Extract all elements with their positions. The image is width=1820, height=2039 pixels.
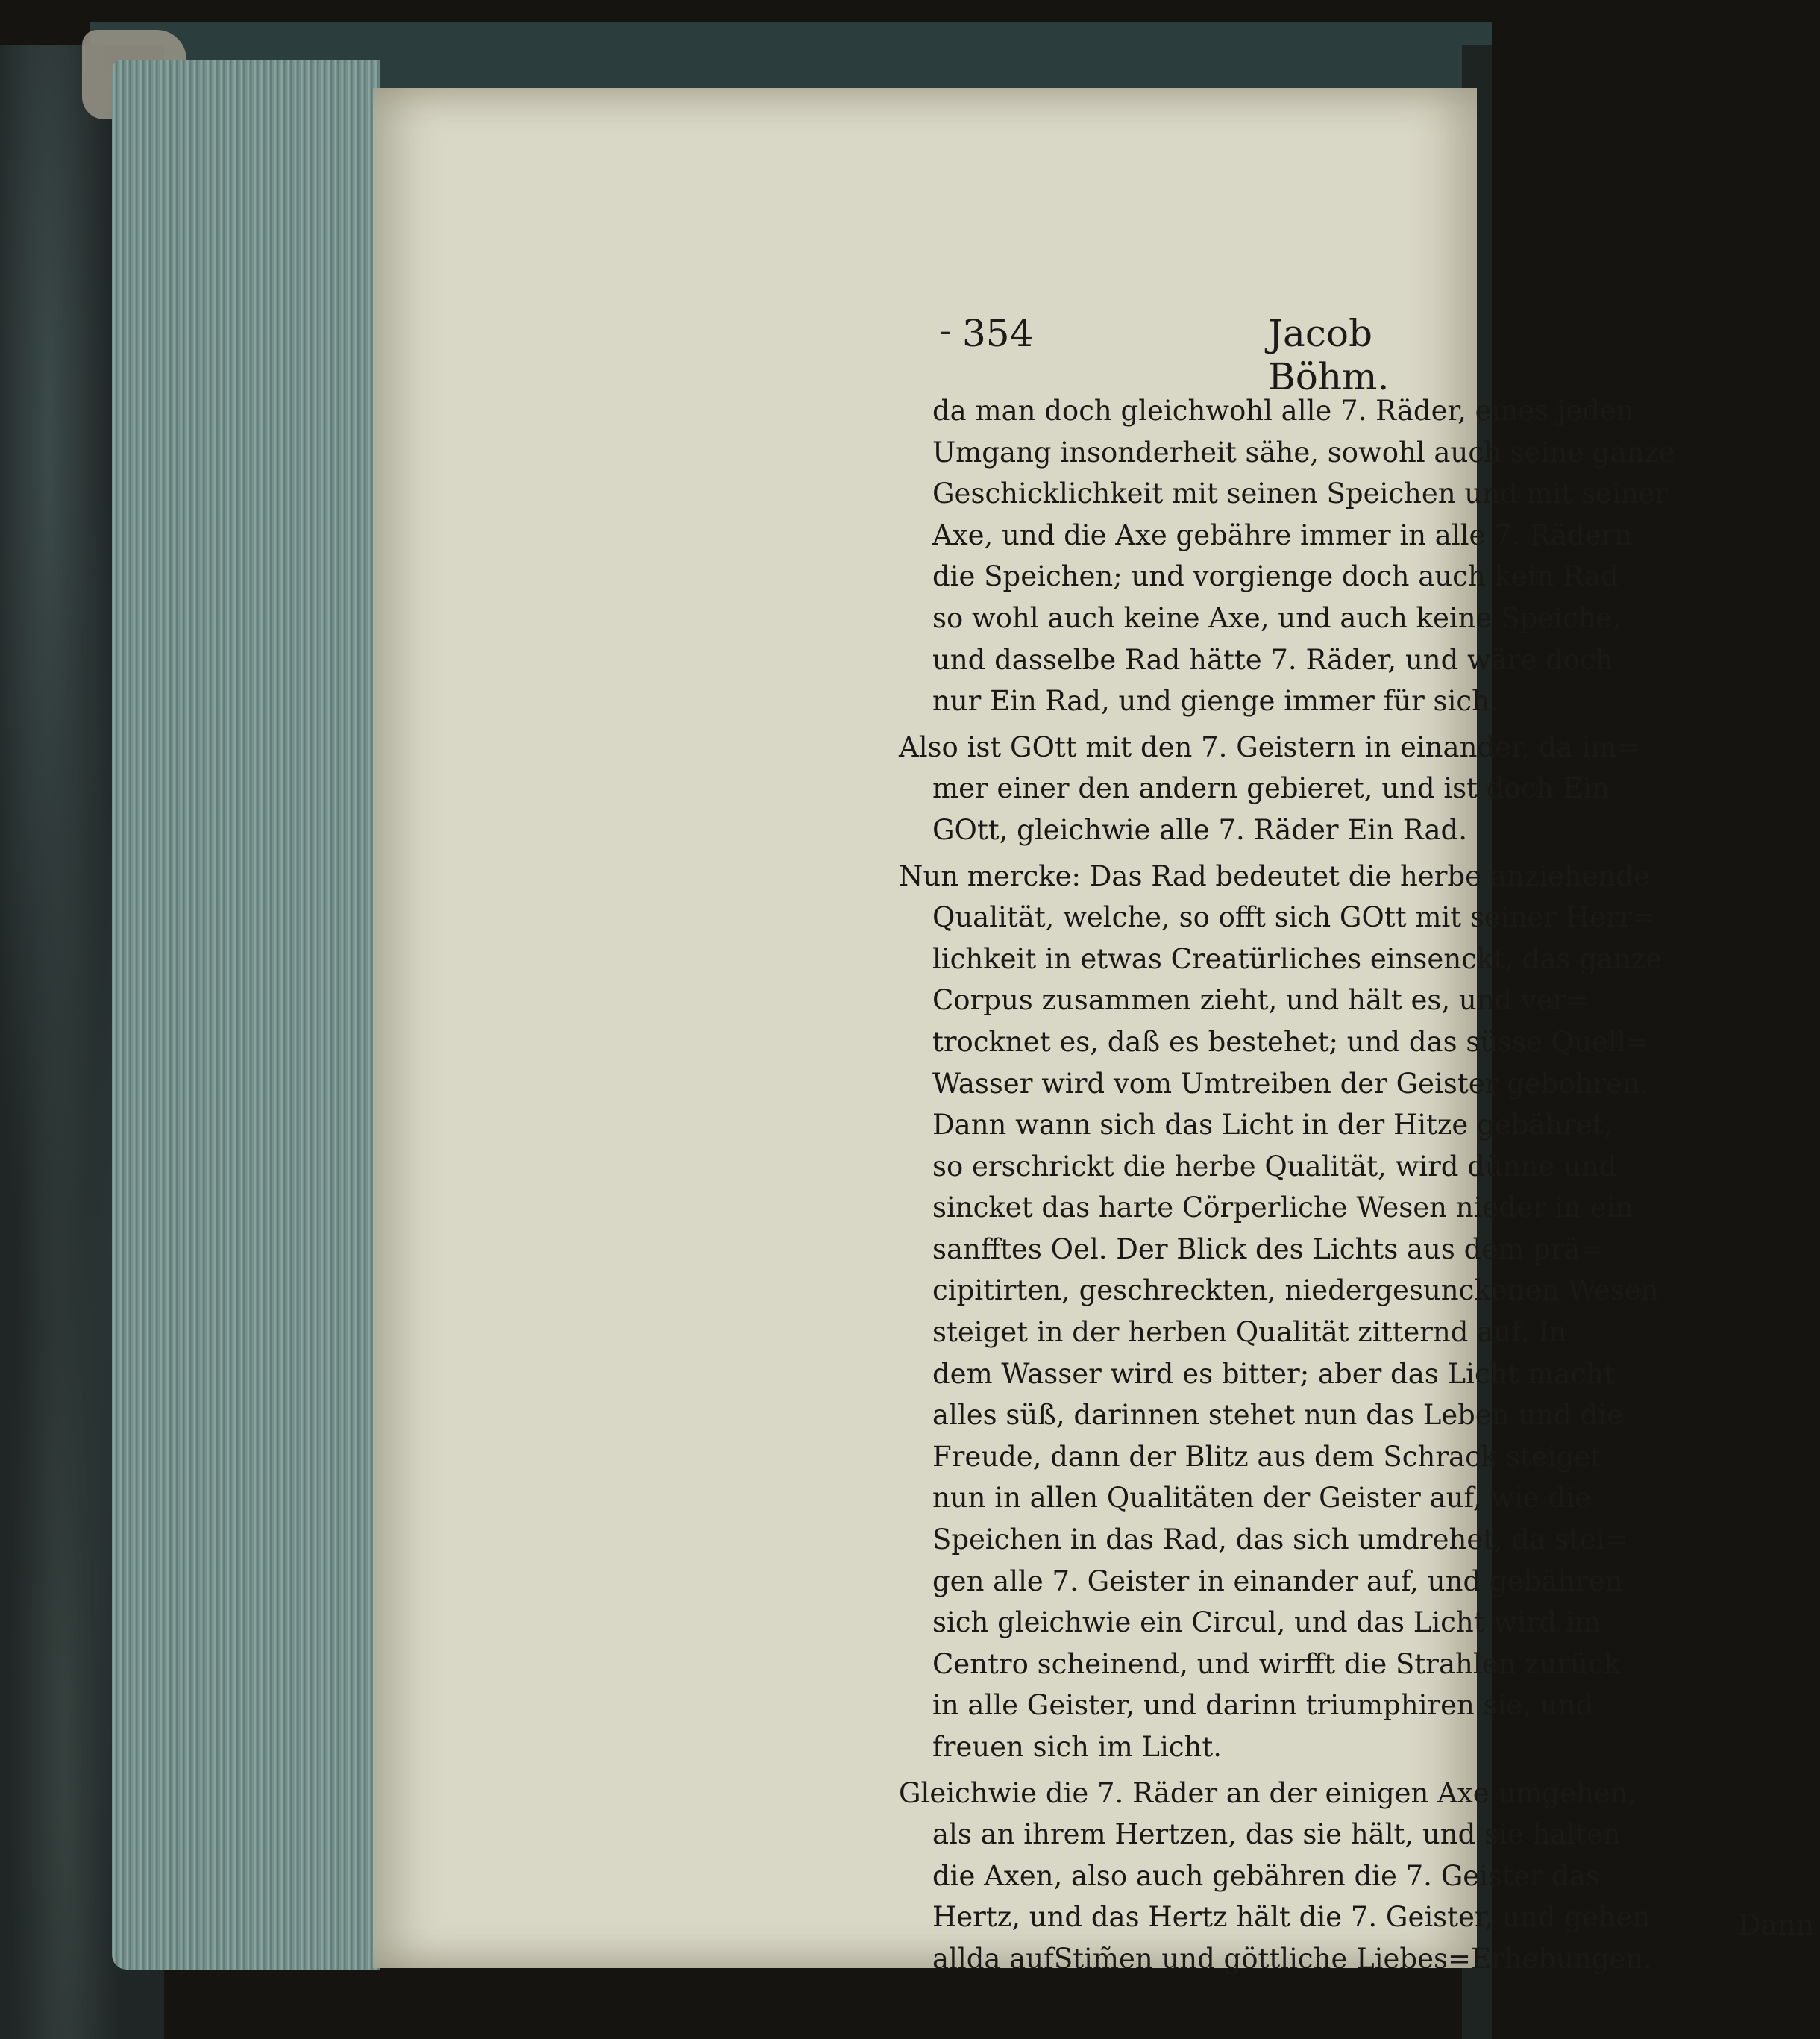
book-page <box>373 88 1815 1975</box>
running-head: Jacob Böhm. <box>1268 312 1390 398</box>
page-edges <box>112 60 380 1970</box>
text-line: Corpus zusammen zieht, und hält es, und ver= <box>932 984 1590 1017</box>
text-line: GOtt, gleichwie alle 7. Räder Ein Rad. <box>932 813 1468 846</box>
text-line: steiget in der herben Qualität zitternd auf. In <box>932 1316 1567 1349</box>
text-line: freuen sich im Licht. <box>932 1731 1222 1763</box>
text-line: alles süß, darinnen stehet nun das Leben und die <box>932 1399 1623 1432</box>
header-dash: - <box>940 312 951 350</box>
text-line: Also ist GOtt mit den 7. Geistern in einander, da im= <box>899 730 1640 763</box>
text-line: Axe, und die Axe gebähre immer in alle 7. Rädern <box>932 519 1633 551</box>
text-line: lichkeit in etwas Creatürliches einsenckt, das ganze <box>932 942 1663 975</box>
text-line: Nun mercke: Das Rad bedeutet die herbe anziehende <box>899 859 1650 892</box>
paragraph-3 <box>899 856 1820 1768</box>
paragraph-1 <box>932 390 1820 722</box>
text-line: Wasser wird vom Umtreiben der Geister gebohren. <box>932 1067 1649 1100</box>
text-line: Freude, dann der Blitz aus dem Schrack steiget <box>932 1440 1602 1473</box>
text-line: Dann wann sich das Licht in der Hitze gebähret, <box>932 1109 1613 1141</box>
text-line: nun in allen Qualitäten der Geister auf, wie die <box>932 1482 1591 1515</box>
text-line: allda aufStim̃en und göttliche Liebes=Erhebungen. <box>932 1942 1652 1975</box>
text-line: sich gleichwie ein Circul, und das Licht wird im <box>932 1606 1601 1639</box>
text-line: trocknet es, daß es bestehet; und das süsse Quell= <box>932 1025 1649 1058</box>
text-line: Umgang insonderheit sähe, sowohl auch seine ganze <box>932 436 1675 469</box>
text-line: Centro scheinend, und wirfft die Strahlen zurück <box>932 1647 1621 1680</box>
body-text <box>899 390 1820 1980</box>
text-line: da man doch gleichwohl alle 7. Räder, eines jeden <box>932 395 1634 427</box>
text-line: gen alle 7. Geister in einander auf, und gebähren <box>932 1565 1623 1597</box>
text-line: nur Ein Rad, und gienge immer für sich. <box>932 685 1499 718</box>
text-line: so wohl auch keine Axe, und auch keine Speiche, <box>932 601 1622 634</box>
paragraph-2 <box>899 727 1820 851</box>
text-line: mer einer den andern gebieret, und ist doch Ein <box>932 772 1610 805</box>
text-line: sincket das harte Cörperliche Wesen nieder in ein <box>932 1191 1634 1224</box>
text-line: und dasselbe Rad hätte 7. Räder, und wäre doch <box>932 643 1613 676</box>
text-line: die Speichen; und vorgienge doch auch kein Rad <box>932 560 1619 593</box>
page-header <box>373 312 1477 398</box>
text-line: so erschrickt die herbe Qualität, wird dünne und <box>932 1150 1617 1183</box>
text-line: dem Wasser wird es bitter; aber das Licht macht <box>932 1357 1615 1390</box>
text-line: sanfftes Oel. Der Blick des Lichts aus dem prä= <box>932 1233 1604 1265</box>
text-line: Speichen in das Rad, das sich umdrehet, da stei= <box>932 1523 1628 1556</box>
text-line: Geschicklichkeit mit seinen Speichen und mit seiner <box>932 477 1669 510</box>
text-line: in alle Geister, und darinn triumphiren sie, und <box>932 1689 1594 1722</box>
text-line: cipitirten, geschreckten, niedergesunckenen Wesen <box>932 1274 1659 1307</box>
catchword: Dann <box>1738 1908 1815 1941</box>
text-line: die Axen, also auch gebähren die 7. Geister das <box>932 1859 1600 1892</box>
page-number: 354 <box>962 312 1034 355</box>
text-line: Qualität, welche, so offt sich GOtt mit seiner Herr= <box>932 901 1656 934</box>
paragraph-4 <box>899 1773 1820 1980</box>
text-line: als an ihrem Hertzen, das sie hält, und sie halten <box>932 1818 1621 1851</box>
text-line: Gleichwie die 7. Räder an der einigen Axe umgehen, <box>899 1776 1637 1809</box>
text-line: Hertz, und das Hertz hält die 7. Geister, und gehen <box>932 1901 1651 1934</box>
